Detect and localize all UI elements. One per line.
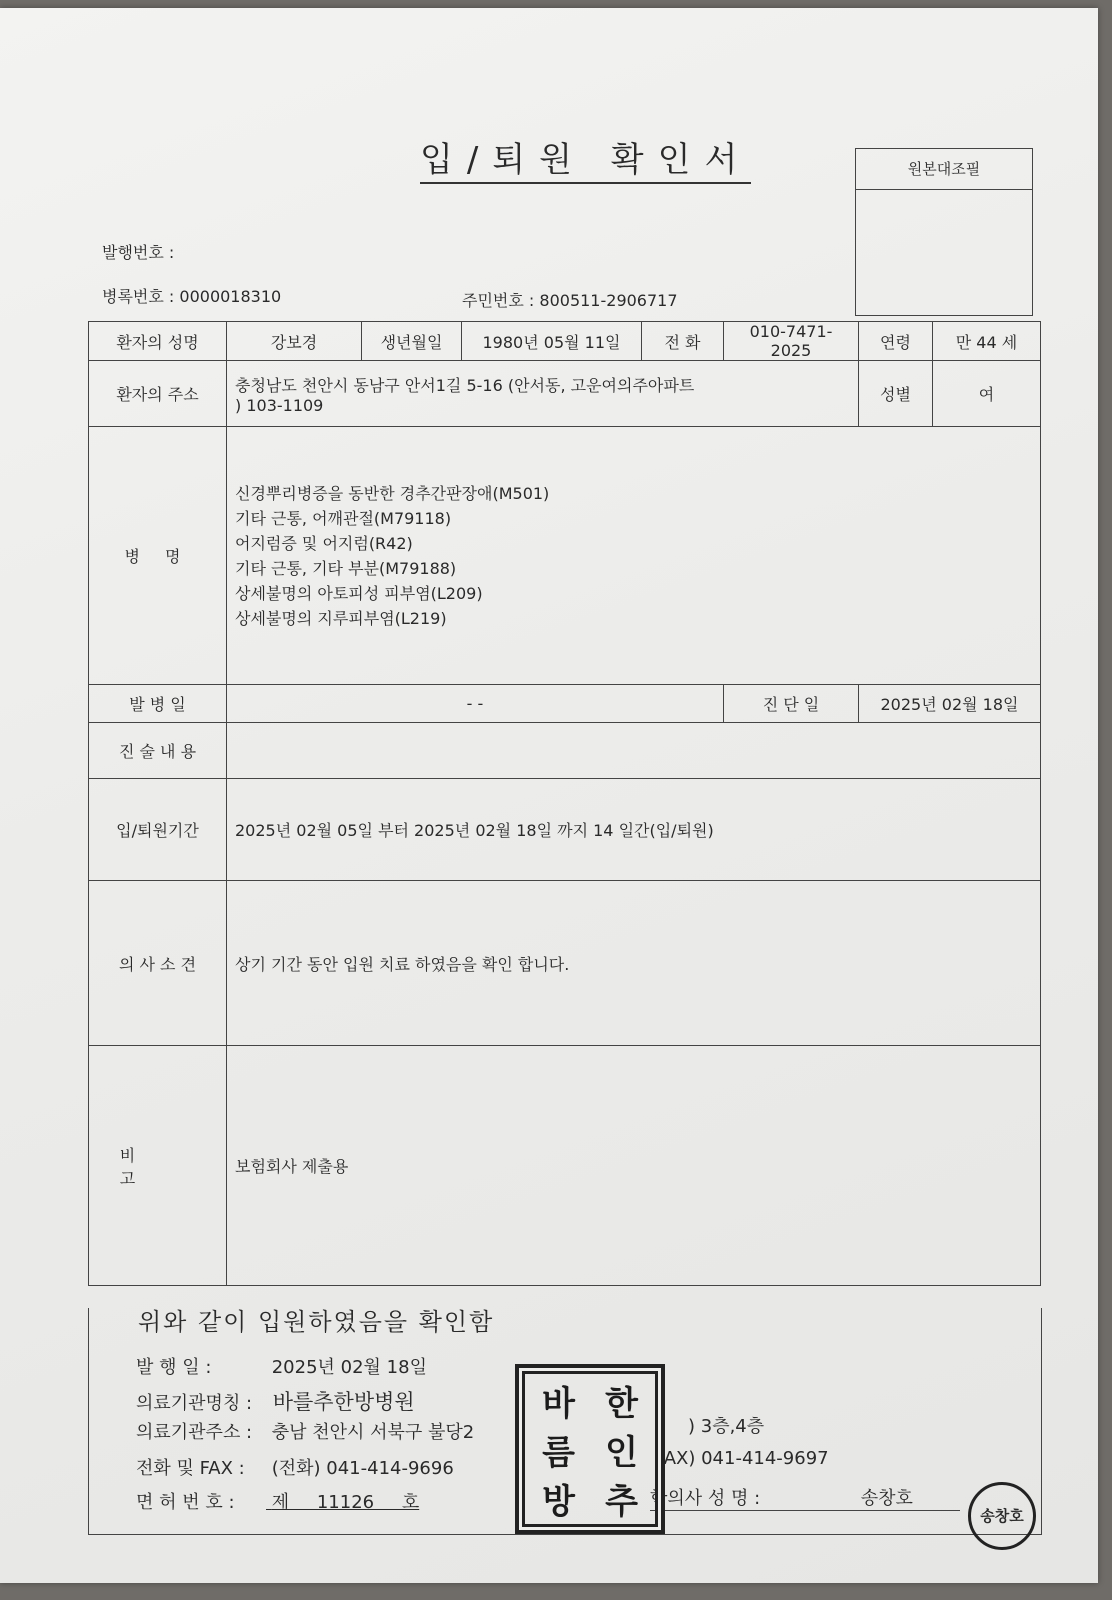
doctor-label: 한의사 성 명 : bbox=[650, 1488, 761, 1509]
statement-row bbox=[89, 723, 1041, 779]
institution-address: 충남 천안시 서북구 불당2 bbox=[271, 1422, 475, 1443]
onset-label: 발 병 일 bbox=[89, 685, 227, 723]
issue-date-line bbox=[136, 1353, 427, 1379]
diagnosis-item: 기타 근통, 기타 부분(M79188) bbox=[235, 558, 457, 578]
seal-char: 바 bbox=[542, 1384, 575, 1424]
diagnosis-label: 병 명 bbox=[89, 427, 227, 685]
opinion-label: 의 사 소 견 bbox=[89, 881, 227, 1046]
institution-name-line bbox=[136, 1386, 415, 1416]
statement-value bbox=[227, 723, 1041, 779]
address-value bbox=[227, 361, 859, 427]
license-number: 제 11126 호 bbox=[271, 1492, 420, 1513]
diagnosis-item: 상세불명의 지루피부염(L219) bbox=[235, 608, 447, 628]
address-line-2: ) 103-1109 bbox=[235, 395, 324, 415]
doctor-line bbox=[650, 1484, 960, 1511]
opinion-value: 상기 기간 동안 입원 치료 하였음을 확인 합니다. bbox=[227, 881, 1041, 1046]
seal-char: 인 bbox=[605, 1433, 638, 1473]
seal-char: 한 bbox=[605, 1384, 638, 1424]
diagnosis-date: 2025년 02월 18일 bbox=[859, 685, 1041, 723]
sex-label: 성별 bbox=[859, 361, 933, 427]
period-label: 입/퇴원기간 bbox=[89, 779, 227, 881]
diagnosis-date-label: 진 단 일 bbox=[724, 685, 859, 723]
issue-number-label: 발행번호 : bbox=[102, 243, 175, 262]
name-label: 환자의 성명 bbox=[89, 322, 227, 361]
institution-phone: (전화) 041-414-9696 bbox=[271, 1458, 454, 1479]
seal-char: 추 bbox=[605, 1482, 638, 1522]
issue-date-label: 발 행 일 : bbox=[136, 1357, 212, 1378]
diagnosis-item: 상세불명의 아토피성 피부염(L209) bbox=[235, 583, 483, 603]
age-label: 연령 bbox=[859, 322, 933, 361]
resident-number-label: 주민번호 : bbox=[462, 291, 535, 310]
seal-char: 름 bbox=[542, 1433, 575, 1473]
remarks-row bbox=[89, 1046, 1041, 1286]
statement-label: 진 술 내 용 bbox=[89, 723, 227, 779]
record-number-label: 병록번호 : bbox=[102, 287, 175, 306]
record-number bbox=[102, 284, 281, 307]
diagnosis-item: 기타 근통, 어깨관절(M79118) bbox=[235, 508, 452, 528]
diagnosis-list bbox=[227, 427, 1041, 685]
institution-fax: FAX) 041-414-9697 bbox=[655, 1448, 829, 1469]
phone-fax-line bbox=[136, 1454, 454, 1480]
patient-name: 강보경 bbox=[227, 322, 362, 361]
period-row bbox=[89, 779, 1041, 881]
doctor-name: 송창호 bbox=[860, 1488, 913, 1509]
sex-value: 여 bbox=[933, 361, 1041, 427]
onset-value: - - bbox=[227, 685, 724, 723]
institution-name: 바를추한방병원 bbox=[272, 1390, 415, 1414]
institution-address-label: 의료기관주소 : bbox=[136, 1422, 253, 1443]
diagnosis-item: 신경뿌리병증을 동반한 경추간판장애(M501) bbox=[235, 483, 550, 503]
age-value: 만 44 세 bbox=[933, 322, 1041, 361]
issue-number bbox=[102, 240, 174, 263]
form-table bbox=[88, 321, 1041, 1286]
address-line-1: 충청남도 천안시 동남구 안서1길 5-16 (안서동, 고운여의주아파트 bbox=[235, 375, 695, 395]
resident-number bbox=[462, 288, 678, 311]
phone-value: 010-7471-2025 bbox=[724, 322, 859, 361]
institution-address-line bbox=[136, 1418, 474, 1444]
original-stamp-box bbox=[855, 148, 1033, 316]
diagnosis-item: 어지럼증 및 어지럼(R42) bbox=[235, 533, 413, 553]
license-label: 면 허 번 호 : bbox=[136, 1492, 235, 1513]
record-number-value: 0000018310 bbox=[179, 287, 282, 306]
diagnosis-row bbox=[89, 427, 1041, 685]
original-stamp-label: 원본대조필 bbox=[856, 149, 1032, 190]
period-value: 2025년 02월 05일 부터 2025년 02월 18일 까지 14 일간(입/퇴원) bbox=[227, 779, 1041, 881]
birth-label: 생년월일 bbox=[362, 322, 462, 361]
address-row bbox=[89, 361, 1041, 427]
hospital-seal-stamp bbox=[515, 1364, 665, 1534]
seal-char: 방 bbox=[542, 1482, 575, 1522]
doctor-seal-stamp: 송창호 bbox=[968, 1482, 1036, 1550]
resident-number-value: 800511-2906717 bbox=[539, 291, 678, 310]
phone-fax-label: 전화 및 FAX : bbox=[136, 1458, 245, 1479]
license-line bbox=[136, 1488, 419, 1514]
phone-label: 전 화 bbox=[642, 322, 724, 361]
institution-name-label: 의료기관명칭 : bbox=[136, 1393, 253, 1414]
remarks-value: 보험회사 제출용 bbox=[227, 1046, 1041, 1286]
patient-row bbox=[89, 322, 1041, 361]
institution-address-tail: ) 3층,4층 bbox=[688, 1416, 765, 1437]
issue-date-value: 2025년 02월 18일 bbox=[271, 1357, 427, 1378]
opinion-row bbox=[89, 881, 1041, 1046]
birth-date: 1980년 05월 11일 bbox=[462, 322, 642, 361]
confirmation-text: 위와 같이 입원하였음을 확인함 bbox=[138, 1308, 495, 1336]
onset-row bbox=[89, 685, 1041, 723]
document-page bbox=[0, 8, 1098, 1583]
document-title: 입/퇴원 확인서 bbox=[420, 140, 751, 184]
remarks-label: 비 고 bbox=[89, 1046, 227, 1286]
address-label: 환자의 주소 bbox=[89, 361, 227, 427]
